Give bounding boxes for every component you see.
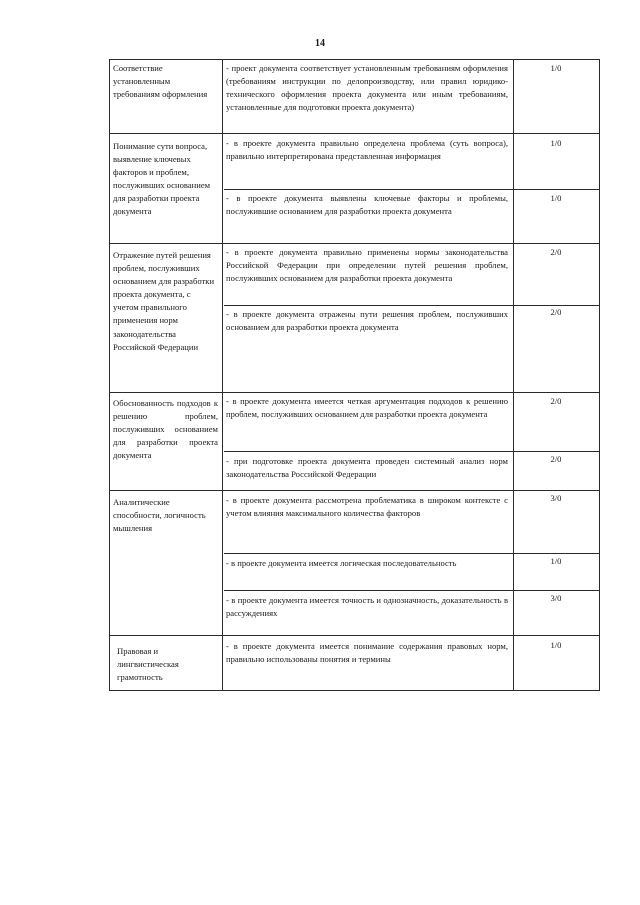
score-cell: 2/0 (550, 307, 562, 317)
requirement-cell: - в проекте документа выявлены ключевые факторы и проблемы, послужившие основанием для разработки проекта документа (226, 193, 508, 217)
requirement-cell: - при подготовке проекта документа проведен системный анализ норм законодательства Российской Федерации (226, 456, 508, 480)
row-border (109, 59, 599, 60)
score-cell: 1/0 (550, 556, 562, 566)
criterion-cell: Соответствие установленным требованиям оформления (113, 63, 208, 100)
requirement-cell: - в проекте документа имеется понимание содержания правовых норм, правильно использованы понятия и термины (226, 641, 508, 665)
sub-row-border (224, 451, 599, 452)
score-cell: 3/0 (550, 593, 562, 603)
sub-row-border (224, 553, 599, 554)
score-cell: 1/0 (550, 640, 562, 650)
column-divider (222, 59, 223, 691)
row-border (109, 133, 599, 134)
table-bottom-border (109, 690, 599, 691)
sub-row-border (224, 590, 599, 591)
row-border (109, 490, 599, 491)
criterion-cell: Аналитические способности, логичность мышления (113, 497, 206, 534)
criterion-cell: Понимание сути вопроса, выявление ключевых факторов и проблем, послуживших основанием для разработки проекта документа (113, 141, 211, 217)
requirement-cell: - в проекте документа рассмотрена проблематика в широком контексте с учетом влияния максимального количества факторов (226, 495, 508, 519)
score-cell: 2/0 (550, 396, 562, 406)
row-border (109, 635, 599, 636)
criterion-cell: Отражение путей решения проблем, послуживших основанием для разработки проекта документа, с учетом правильного применения норм законодательства Российской Федерации (113, 250, 215, 352)
table-right-border (599, 59, 600, 691)
score-cell: 2/0 (550, 247, 562, 257)
requirement-cell: - в проекте документа имеется четкая аргументация подходов к решению проблем, послуживших основанием для разработки проекта документа (226, 396, 508, 420)
requirement-cell: - в проекте документа имеется логическая последовательность (226, 558, 457, 568)
requirement-cell: - в проекте документа правильно применены нормы законодательства Российской Федерации при определении путей решения проблем, послуживших основанием для разработки проекта документа (226, 247, 508, 284)
requirement-cell: - в проекте документа имеется точность и однозначность, доказательность в рассуждениях (226, 595, 508, 619)
score-cell: 1/0 (550, 63, 562, 73)
row-border (109, 243, 599, 244)
score-cell: 1/0 (550, 193, 562, 203)
criterion-cell: Правовая и лингвистическая грамотность (117, 646, 179, 683)
score-cell: 3/0 (550, 493, 562, 503)
score-cell: 1/0 (550, 138, 562, 148)
requirement-cell: - проект документа соответствует установленным требованиям оформления (требованиям инструкции по делопроизводству, или правил юридико-технического оформления проекта документа или иным требованиям, установленные для подготовки проекта документа) (226, 63, 508, 113)
table-left-border (109, 59, 110, 691)
row-border (109, 392, 599, 393)
score-cell: 2/0 (550, 454, 562, 464)
sub-row-border (224, 189, 599, 190)
requirement-cell: - в проекте документа правильно определена проблема (суть вопроса), правильно интерпретирована представленная информация (226, 138, 508, 162)
page-number: 14 (315, 38, 325, 49)
requirement-cell: - в проекте документа отражены пути решения проблем, послуживших основанием для разработки проекта документа (226, 309, 508, 333)
criterion-cell: Обоснованность подходов к решению проблем, послуживших основанием для разработки проекта документа (113, 398, 218, 461)
column-divider (513, 59, 514, 691)
